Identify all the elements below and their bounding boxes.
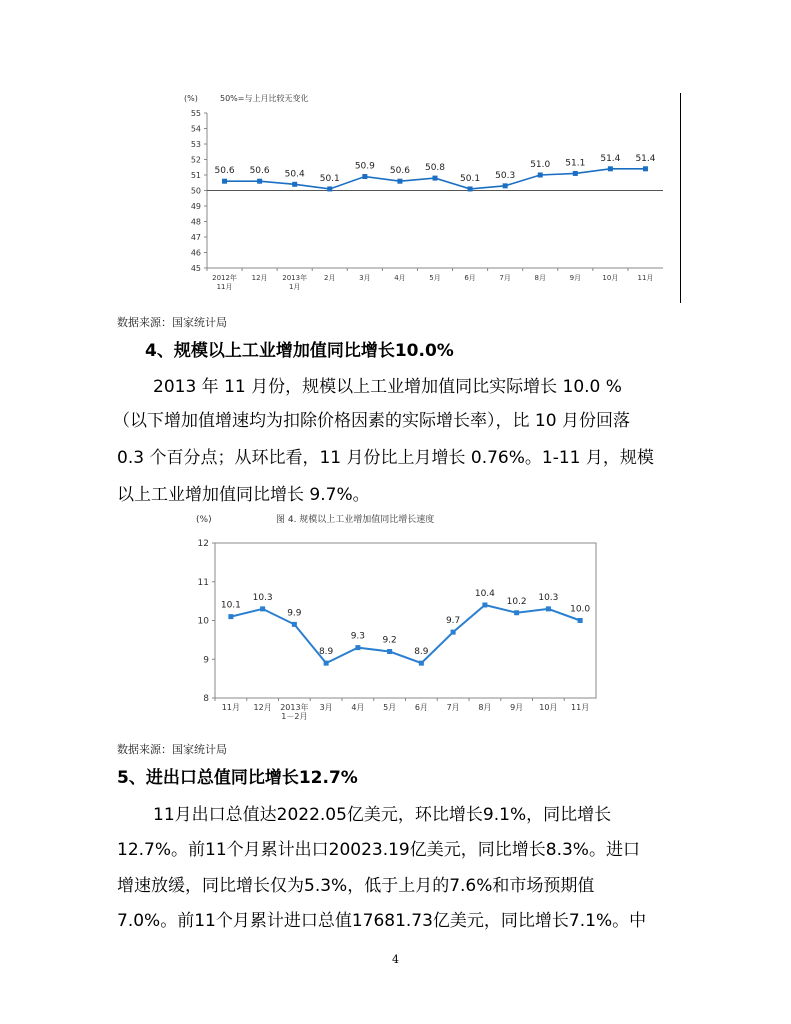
c2-x-tick-label: 7月 (446, 703, 460, 712)
c1-y-tick-label: 53 (190, 140, 201, 149)
para4-line-4: 以上工业增加值同比增长 9.7%。 (117, 485, 370, 505)
c2-data-point (451, 630, 456, 635)
c1-y-tick-label: 46 (190, 248, 201, 258)
c1-data-point (573, 171, 578, 176)
c1-y-tick-label: 51 (190, 171, 201, 180)
c2-data-label: 10.2 (506, 596, 527, 607)
c2-x-tick-label: 11月 (571, 703, 590, 712)
c1-data-label: 51.4 (635, 153, 656, 164)
chart2-series-line (231, 605, 580, 663)
c1-data-point (327, 186, 332, 191)
c1-data-point (468, 186, 473, 191)
c2-data-label: 9.7 (445, 616, 461, 627)
c2-data-label: 10.1 (220, 600, 241, 611)
c1-x-tick-label: 8月 (534, 274, 546, 282)
c2-data-label: 9.2 (382, 635, 397, 646)
c2-data-point (514, 610, 519, 615)
para4-line-1: 2013 年 11 月份，规模以上工业增加值同比实际增长 10.0 % (153, 377, 622, 397)
chart1-title: 50%=与上月比较无变化 (220, 94, 309, 103)
c1-data-label: 51.0 (530, 160, 551, 170)
industrial-output-line-chart (190, 510, 615, 732)
c2-data-point (324, 661, 329, 666)
c1-data-label: 50.6 (249, 166, 270, 177)
c1-x-tick-label: 7月 (499, 274, 511, 282)
c2-data-label: 10.3 (252, 592, 273, 603)
section-4-heading: 4、规模以上工业增加值同比增长10.0% (145, 341, 454, 361)
para4-line-2: （以下增加值增速均为扣除价格因素的实际增长率），比 10 月份回落 (113, 411, 630, 431)
c1-x-tick-label: 11月 (216, 283, 233, 291)
c2-data-point (482, 603, 487, 608)
c1-x-tick-label: 2012年 (212, 274, 237, 282)
c1-data-label: 50.1 (319, 173, 340, 184)
c1-x-tick-label: 12月 (251, 274, 268, 282)
c1-y-tick-label: 55 (190, 109, 201, 118)
c1-x-tick-label: 3月 (359, 274, 371, 282)
c2-x-tick-label: 9月 (510, 703, 524, 712)
para4-line-3: 0.3 个百分点；从环比看，11 月份比上月增长 0.76%。1-11 月，规模 (117, 448, 654, 468)
section-5-heading: 5、进出口总值同比增长12.7% (117, 768, 358, 788)
c1-x-tick-label: 4月 (394, 274, 406, 282)
c1-data-point (538, 173, 543, 178)
c2-data-point (355, 645, 360, 650)
c1-data-point (362, 174, 367, 179)
c2-data-point (387, 649, 392, 654)
c1-y-tick-label: 45 (190, 264, 201, 273)
c2-data-label: 10.3 (538, 592, 559, 603)
c1-data-point (292, 182, 297, 187)
c2-y-tick-label: 10 (197, 616, 209, 627)
c2-y-tick-label: 8 (203, 694, 209, 704)
c2-data-label: 9.3 (350, 631, 366, 642)
chart1-unit-label: (%) (184, 94, 198, 103)
c1-data-label: 50.3 (495, 170, 516, 181)
c2-x-tick-label: 4月 (351, 703, 365, 712)
c1-x-tick-label: 9月 (569, 274, 582, 282)
c1-y-tick-label: 49 (190, 202, 201, 211)
c2-data-point (228, 614, 233, 619)
c1-x-tick-label: 10月 (602, 274, 619, 282)
c2-data-label: 10.4 (474, 589, 495, 599)
c1-data-point (608, 166, 613, 171)
c1-data-label: 51.4 (600, 153, 621, 164)
c1-data-point (222, 179, 227, 184)
para5-line-4: 7.0%。前11个月累计进口总值17681.73亿美元，同比增长7.1%。中 (117, 911, 647, 931)
c1-x-tick-label: 5月 (429, 274, 441, 282)
c2-plot-frame (215, 543, 596, 698)
c2-data-point (260, 606, 265, 611)
c2-data-label: 10.0 (570, 604, 591, 615)
c2-data-label: 9.9 (287, 608, 302, 619)
c2-data-point (292, 622, 297, 627)
c1-data-label: 51.1 (565, 158, 586, 169)
c1-data-label: 50.4 (284, 169, 305, 180)
c1-y-tick-label: 48 (190, 217, 201, 227)
chart2-unit-label: (%) (196, 515, 212, 525)
c2-x-tick-label: 3月 (319, 703, 333, 712)
c1-y-tick-label: 52 (190, 155, 201, 165)
pmi-line-chart (170, 88, 690, 300)
c1-x-tick-label: 2月 (324, 274, 336, 282)
chart2-title: 图 4. 规模以上工业增加值同比增长速度 (276, 515, 435, 525)
source-note-2: 数据来源：国家统计局 (117, 743, 227, 756)
c1-x-tick-label: 11月 (637, 274, 654, 282)
c2-x-tick-label: 1－2月 (281, 712, 308, 721)
c2-x-tick-label: 12月 (253, 703, 272, 712)
c1-x-tick-label: 2013年 (282, 274, 308, 282)
c1-x-tick-label: 1月 (288, 283, 301, 291)
c1-x-tick-label: 6月 (464, 274, 476, 282)
c1-data-label: 50.9 (354, 161, 375, 172)
c2-y-tick-label: 12 (197, 539, 209, 549)
c1-y-tick-label: 50 (190, 186, 201, 196)
para5-line-2: 12.7%。前11个月累计出口20023.19亿美元，同比增长8.3%。进口 (117, 840, 640, 860)
c2-data-point (578, 618, 583, 623)
c1-data-point (503, 183, 508, 188)
para5-line-1: 11月出口总值达2022.05亿美元，环比增长9.1%，同比增长 (153, 805, 612, 825)
c2-x-tick-label: 5月 (383, 703, 397, 712)
c2-data-label: 8.9 (318, 647, 334, 658)
c1-data-label: 50.6 (389, 166, 410, 177)
c2-y-tick-label: 9 (203, 655, 209, 666)
para5-line-3: 增速放缓，同比增长仅为5.3%，低于上月的7.6%和市场预期值 (117, 876, 595, 896)
c1-data-point (257, 179, 262, 184)
page-number: 4 (392, 953, 399, 966)
c2-data-label: 8.9 (414, 647, 429, 658)
source-note-1: 数据来源：国家统计局 (117, 316, 227, 329)
c2-x-tick-label: 11月 (221, 703, 240, 712)
c1-data-point (433, 176, 438, 181)
c2-data-point (419, 661, 424, 666)
c2-x-tick-label: 2013年 (280, 703, 309, 712)
c1-data-label: 50.6 (214, 166, 235, 177)
chart1-right-border (680, 93, 681, 303)
c1-y-tick-label: 47 (190, 233, 201, 242)
c1-y-tick-label: 54 (190, 124, 201, 134)
c2-x-tick-label: 8月 (478, 703, 492, 712)
c2-data-point (546, 606, 551, 611)
c1-data-label: 50.1 (460, 173, 481, 184)
c2-x-tick-label: 6月 (414, 703, 428, 712)
c2-y-tick-label: 11 (197, 577, 209, 588)
c2-x-tick-label: 10月 (539, 703, 558, 712)
c1-data-label: 50.8 (424, 163, 446, 174)
c1-data-point (643, 166, 648, 171)
c1-data-point (397, 179, 402, 184)
